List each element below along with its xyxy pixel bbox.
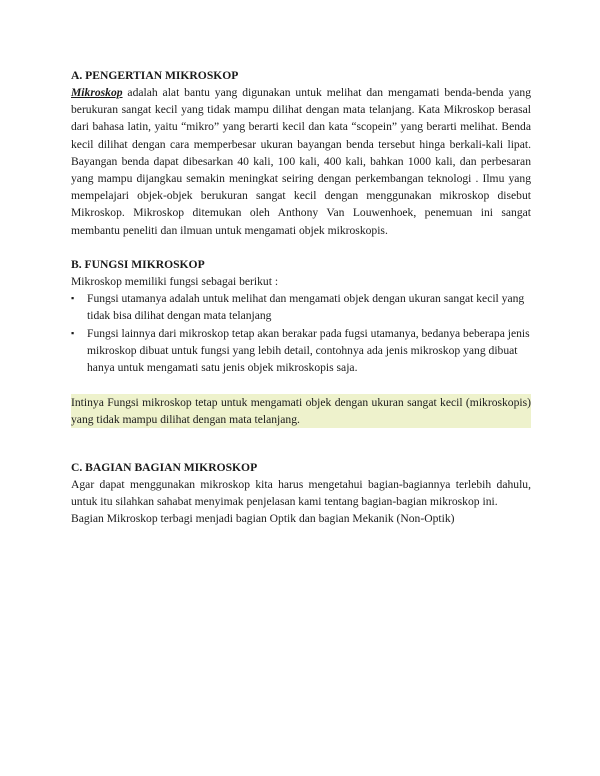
section-a-heading: A. PENGERTIAN MIKROSKOP bbox=[71, 69, 239, 82]
section-a-paragraph bbox=[71, 84, 531, 239]
bullet-icon: ▪ bbox=[71, 327, 75, 338]
section-c-paragraph-1: Agar dapat menggunakan mikroskop kita harus mengetahui bagian-bagiannya terlebih dahulu, untuk itu silahkan sahabat menyimak penjelasan kami tentang bagian-bagian mikroskop ini. bbox=[71, 478, 531, 509]
section-c-heading: C. BAGIAN BAGIAN MIKROSKOP bbox=[71, 461, 258, 474]
highlight-box bbox=[71, 394, 531, 428]
highlight-text: Intinya Fungsi mikroskop tetap untuk mengamati objek dengan ukuran sangat kecil (mikroskopis) yang tidak mampu dilihat dengan mata telanjang. bbox=[71, 394, 531, 428]
section-c-paragraph-2: Bagian Mikroskop terbagi menjadi bagian Optik dan bagian Mekanik (Non-Optik) bbox=[71, 512, 455, 526]
section-b-heading: B. FUNGSI MIKROSKOP bbox=[71, 258, 205, 271]
section-pengertian bbox=[71, 67, 531, 239]
section-fungsi bbox=[71, 256, 531, 376]
list-item bbox=[71, 325, 531, 377]
list-item bbox=[71, 290, 531, 324]
list-item-text: Fungsi utamanya adalah untuk melihat dan mengamati objek dengan ukuran sangat kecil yang tidak bisa dilihat dengan mata telanjang bbox=[87, 292, 525, 323]
term-mikroskop: Mikroskop bbox=[71, 86, 123, 99]
section-b-intro: Mikroskop memiliki fungsi sebagai berikut : bbox=[71, 275, 279, 288]
fungsi-list bbox=[71, 290, 531, 376]
section-a-body: adalah alat bantu yang digunakan untuk melihat dan mengamati benda-benda yang berukuran sangat kecil yang tidak mampu dilihat dengan mata telanjang. Kata Mikroskop berasal dari bahasa latin, yaitu “mikro” yang berarti kecil dan kata “scopein” yang berarti melihat. Benda kecil dilihat dengan cara memperbesar ukuran bayangan benda tersebut hinga berkali-kali lipat. Bayangan benda dapat dibesarkan 40 kali, 100 kali, 400 kali, bahkan 1000 kali, dan perbesaran yang mampu dijangkau semakin meningkat seiring dengan perkembangan teknologi . Ilmu yang mempelajari objek-objek berukuran sangat kecil dengan menggunakan mikroskop disebut Mikroskop. Mikroskop ditemukan oleh Anthony Van Louwenhoek, penemuan ini sangat membantu peneliti dan ilmuan untuk mengamati objek mikroskopis. bbox=[71, 86, 531, 237]
section-bagian bbox=[71, 459, 531, 528]
bullet-icon: ▪ bbox=[71, 293, 75, 304]
list-item-text: Fungsi lainnya dari mikroskop tetap akan berakar pada fugsi utamanya, bedanya beberapa jenis mikroskop dibuat untuk fungsi yang lebih detail, contohnya ada jenis mikroskop yang dibuat hanya untuk mengamati satu jenis objek mikroskopis saja. bbox=[87, 326, 530, 375]
